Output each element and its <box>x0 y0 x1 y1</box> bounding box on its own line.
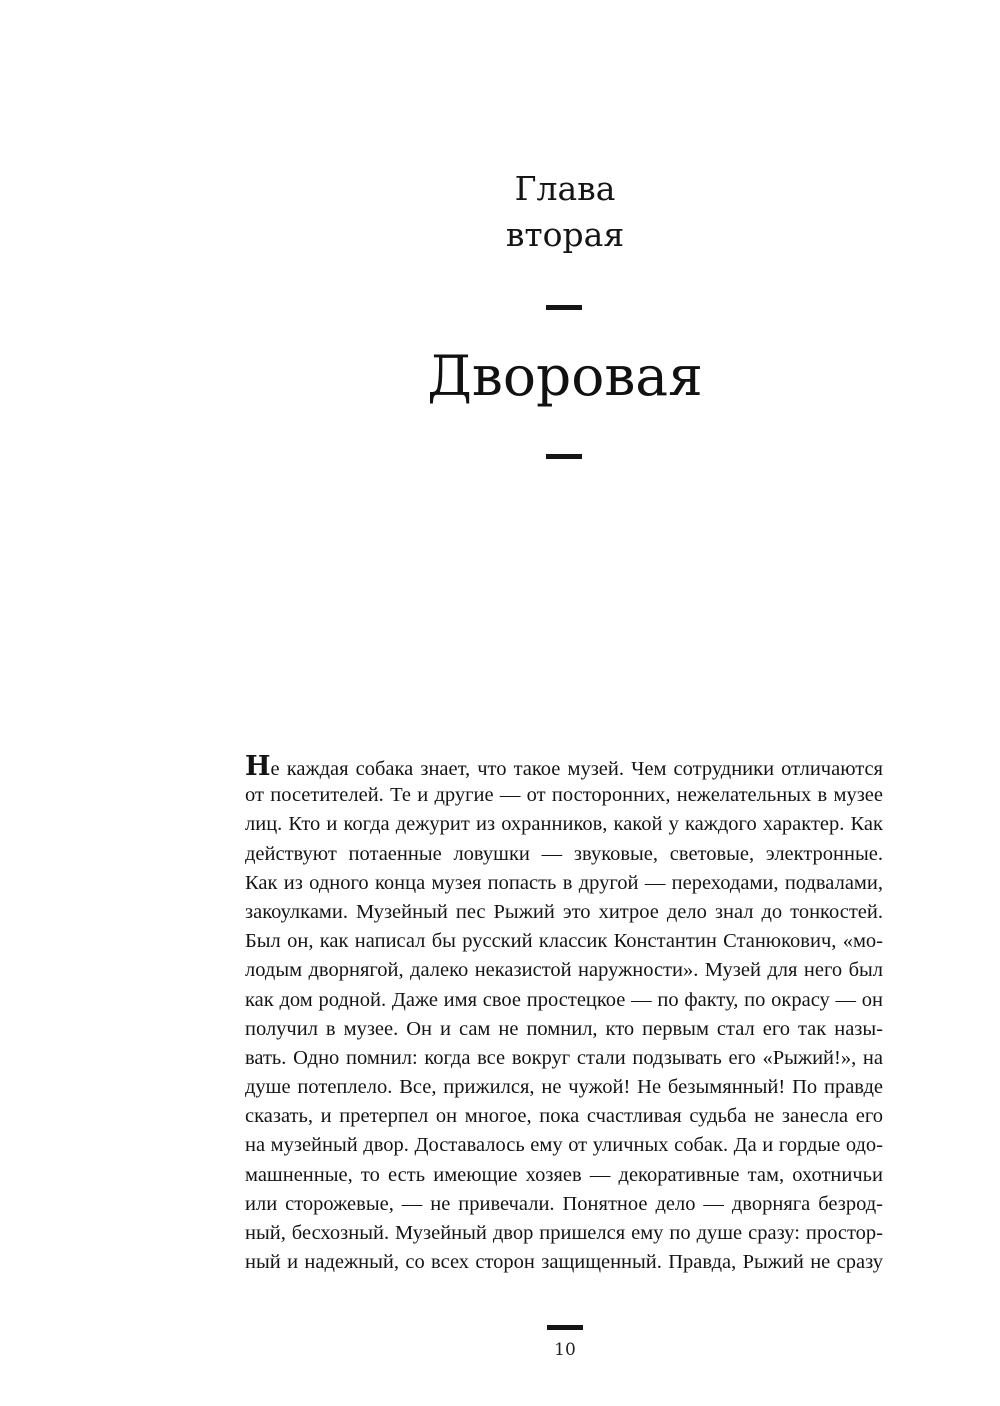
text-line: от посетителей. Те и другие — от посторонних, нежелательных в музее <box>245 784 883 807</box>
text-line: Как из одного конца музея попасть в другой — переходами, подвалами, <box>245 871 883 894</box>
text-line: сказать, и претерпел он многое, пока счастливая судьба не занесла его <box>245 1105 883 1128</box>
text-line: действуют потаенные ловушки — звуковые, световые, электронные. <box>245 842 883 865</box>
text-line: лодым дворнягой, далеко неказистой наружности». Музей для него был <box>245 959 883 982</box>
text-line: машненные, то есть имеющие хозяев — декоративные там, охотничьи <box>245 1163 883 1186</box>
text-line: ный, бесхозный. Музейный двор пришелся ему по душе сразу: простор- <box>245 1222 883 1244</box>
drop-cap: Н <box>245 751 271 782</box>
text-line: душе потеплело. Все, прижился, не чужой! Не безымянный! По правде <box>245 1076 883 1099</box>
title-rule-top <box>546 305 582 310</box>
text-line <box>245 752 883 781</box>
chapter-title: Дворовая <box>427 344 703 408</box>
text-line: или сторожевые, — не привечали. Понятное дело — дворняга безрод- <box>245 1192 883 1215</box>
chapter-label-word: Глава <box>514 169 616 208</box>
body-text <box>245 752 883 1277</box>
text-line-content: е каждая собака знает, что такое музей. Чем сотрудники отличаются <box>270 758 883 780</box>
text-line: закоулками. Музейный пес Рыжий это хитрое дело знал до тонкостей. <box>245 900 883 923</box>
text-line: лиц. Кто и когда дежурит из охранников, какой у каждого характер. Как <box>245 813 883 836</box>
text-line: Был он, как написал бы русский классик Константин Станюкович, «мо- <box>245 930 883 953</box>
text-line: на музейный двор. Доставалось ему от уличных собак. Да и гордые одо- <box>245 1134 883 1157</box>
chapter-label-number: вторая <box>505 215 625 254</box>
text-line: как дом родной. Даже имя свое простецкое — по факту, по окрасу — он <box>245 988 883 1011</box>
text-line: получил в музее. Он и сам не помнил, кто первым стал его так назы- <box>245 1017 883 1040</box>
title-rule-bottom <box>546 454 582 459</box>
text-line: вать. Одно помнил: когда все вокруг стали подзывать его «Рыжий!», на <box>245 1046 883 1069</box>
page-number: 10 <box>554 1340 576 1360</box>
footer-rule <box>547 1325 583 1330</box>
text-line: ный и надежный, со всех сторон защищенный. Правда, Рыжий не сразу <box>245 1251 883 1274</box>
